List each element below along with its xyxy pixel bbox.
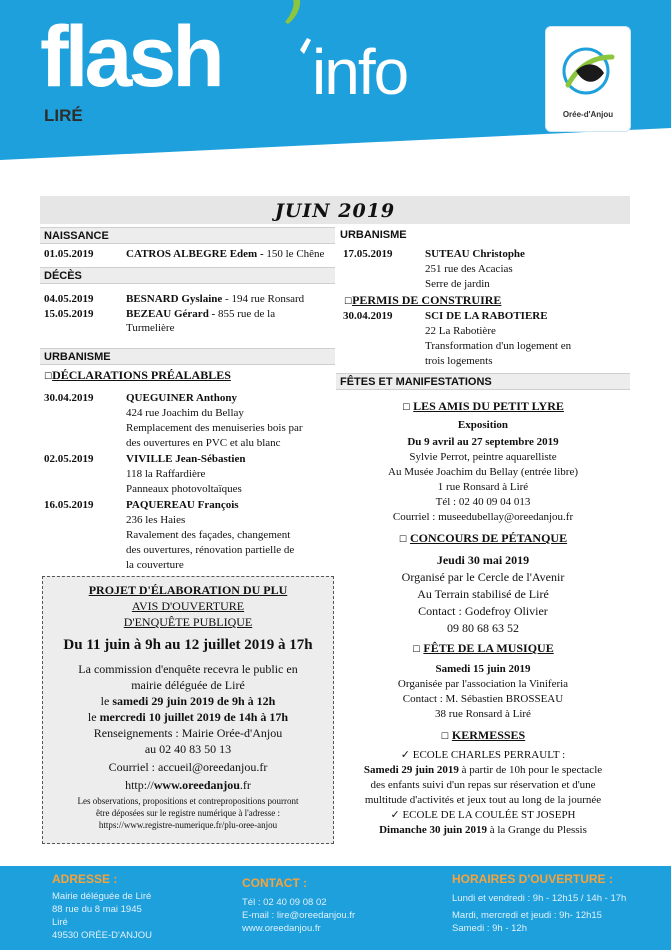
- urbanisme-line: 251 rue des Acacias: [425, 263, 513, 275]
- permis-line: 22 La Rabotière: [425, 325, 496, 337]
- info-title: info: [312, 36, 408, 108]
- plu-text: Renseignements : Mairie Orée-d'Anjou: [93, 726, 283, 740]
- plu-text: La commission d'enquête recevra le public en: [78, 662, 298, 676]
- event-amis-petit-lyre: ☐ LES AMIS DU PETIT LYRE Exposition Du 9 avril au 27 septembre 2019 Sylvie Perrot, peintre aquarelliste Au Musée Joachim du Bellay (entrée libre) 1 rue Ronsard à Liré Tél : 02 40 09 04 013 Courriel : museedubellay@oreedanjou.fr: [336, 398, 630, 524]
- check-icon: ✓: [390, 809, 403, 821]
- deces-entry-line2: Turmelière: [126, 322, 175, 334]
- declaration-name: PAQUEREAU François: [126, 499, 239, 511]
- logo-text: Orée-d'Anjou: [562, 110, 614, 119]
- logo-mark-icon: [546, 27, 630, 111]
- declaration-line: Remplacement des menuiseries bois par: [126, 422, 303, 434]
- plu-dates: Du 11 juin à 9h au 12 juillet 2019 à 17h: [63, 637, 313, 653]
- checkbox-icon: ☐: [412, 645, 421, 655]
- urbanisme-line: Serre de jardin: [425, 278, 490, 290]
- footer: [0, 866, 671, 950]
- plu-note: être déposées sur le registre numérique à l'adresse :: [95, 808, 281, 818]
- declaration-line: Panneaux photovoltaïques: [126, 483, 242, 495]
- section-deces: DÉCÈS: [40, 267, 335, 284]
- event-kermesses: ☐ KERMESSES ✓ ECOLE CHARLES PERRAULT : Samedi 29 juin 2019 à partir de 10h pour le spectacle des enfants suivi d'un repas sur réservation et d'une multitude d'activités et jeux tout au long de la journée ✓ ECOLE DE LA COULÉE ST JOSEPH Dimanche 30 juin 2019 à la Grange du Plessis: [363, 728, 603, 836]
- permis-name: SCI DE LA RABOTIERE: [425, 310, 548, 322]
- lyre-email[interactable]: Courriel : museedubellay@oreedanjou.fr: [392, 511, 574, 523]
- declaration-date: 16.05.2019: [44, 499, 94, 511]
- section-urbanisme-right: URBANISME: [340, 229, 407, 241]
- declaration-line: 236 les Haies: [126, 514, 186, 526]
- deces-entry: BEZEAU Gérard - 855 rue de la: [126, 308, 276, 320]
- check-icon: ✓: [400, 749, 413, 761]
- plu-subtitle: D'ENQUÊTE PUBLIQUE: [123, 615, 253, 629]
- footer-contact: CONTACT : Tél : 02 40 09 08 02 E-mail : lire@oreedanjou.fr www.oreedanjou.fr: [242, 876, 356, 934]
- declaration-date: 30.04.2019: [44, 392, 94, 404]
- deces-date: 04.05.2019: [44, 293, 94, 305]
- deces-entry: BESNARD Gyslaine - 194 rue Ronsard: [126, 293, 305, 305]
- footer-adresse: ADRESSE : Mairie déléguée de Liré 88 rue du 8 mai 1945 Liré 49530 ORÉE-D'ANJOU: [52, 872, 153, 941]
- event-fete-musique: ☐ FÊTE DE LA MUSIQUE Samedi 15 juin 2019 Organisée par l'association la Viniferia Contact : M. Sébastien BROSSEAU 38 rue Ronsard à Liré: [397, 641, 569, 720]
- declaration-line: la couverture: [126, 559, 184, 571]
- plu-text: le mercredi 10 juillet 2019 de 14h à 17h: [87, 710, 289, 724]
- permis-line: trois logements: [425, 355, 493, 367]
- footer-horaires: HORAIRES D'OUVERTURE : Lundi et vendredi : 9h - 12h15 / 14h - 17h Mardi, mercredi et jeudi : 9h- 12h15 Samedi : 9h - 12h: [452, 872, 627, 934]
- urbanisme-date: 17.05.2019: [343, 248, 393, 260]
- plu-text: mairie déléguée de Liré: [131, 678, 245, 692]
- plu-title: PROJET D'ÉLABORATION DU PLU: [88, 583, 288, 597]
- month-title: JUIN 2019: [274, 200, 396, 222]
- town-name: LIRÉ: [44, 106, 83, 125]
- declaration-name: QUEGUINER Anthony: [126, 392, 237, 404]
- urbanisme-name: SUTEAU Christophe: [425, 248, 525, 260]
- event-petanque: ☐ CONCOURS DE PÉTANQUE Jeudi 30 mai 2019 Organisé par le Cercle de l'Avenir Au Terrain stabilisé de Liré Contact : Godefroy Olivier 09 80 68 63 52: [398, 531, 568, 635]
- subsection-declarations: ☐DÉCLARATIONS PRÉALABLES: [44, 368, 231, 382]
- naissance-entry: CATROS ALBEGRE Edem - 150 le Chêne: [126, 248, 325, 260]
- subsection-permis: ☐PERMIS DE CONSTRUIRE: [344, 293, 502, 307]
- declaration-line: 424 rue Joachim du Bellay: [126, 407, 244, 419]
- declaration-line: des ouvertures, rénovation partielle de: [126, 544, 295, 556]
- plu-notice-box: [42, 576, 334, 844]
- checkbox-icon: ☐: [440, 732, 449, 742]
- declaration-line: 118 la Raffardière: [126, 468, 206, 480]
- naissance-date: 01.05.2019: [44, 248, 94, 260]
- plu-note: Les observations, propositions et contrepropositions pourront: [77, 796, 299, 806]
- permis-line: Transformation d'un logement en: [425, 340, 572, 352]
- section-urbanisme: URBANISME: [40, 348, 335, 365]
- permis-date: 30.04.2019: [343, 310, 393, 322]
- plu-text: au 02 40 83 50 13: [144, 742, 232, 756]
- plu-registry-link[interactable]: https://www.registre-numerique.fr/plu-oree-anjou: [98, 820, 278, 830]
- section-fetes: FÊTES ET MANIFESTATIONS: [336, 373, 630, 390]
- plu-text: le samedi 29 juin 2019 de 9h à 12h: [100, 694, 276, 708]
- checkbox-icon: ☐: [44, 372, 53, 382]
- plu-website-link[interactable]: http://www.oreedanjou.fr: [125, 778, 251, 792]
- checkbox-icon: ☐: [402, 403, 411, 413]
- declaration-line: Ravalement des façades, changement: [126, 529, 291, 541]
- plu-subtitle: AVIS D'OUVERTURE: [131, 599, 245, 613]
- declaration-date: 02.05.2019: [44, 453, 94, 465]
- section-naissance: NAISSANCE: [40, 227, 335, 244]
- plu-email[interactable]: Courriel : accueil@oreedanjou.fr: [108, 760, 268, 774]
- checkbox-icon: ☐: [344, 297, 353, 307]
- flash-title: flash: [40, 9, 221, 105]
- checkbox-icon: ☐: [398, 535, 407, 545]
- declaration-line: des ouvertures en PVC et alu blanc: [126, 437, 281, 449]
- declaration-name: VIVILLE Jean-Sébastien: [126, 453, 246, 465]
- deces-date: 15.05.2019: [44, 308, 94, 320]
